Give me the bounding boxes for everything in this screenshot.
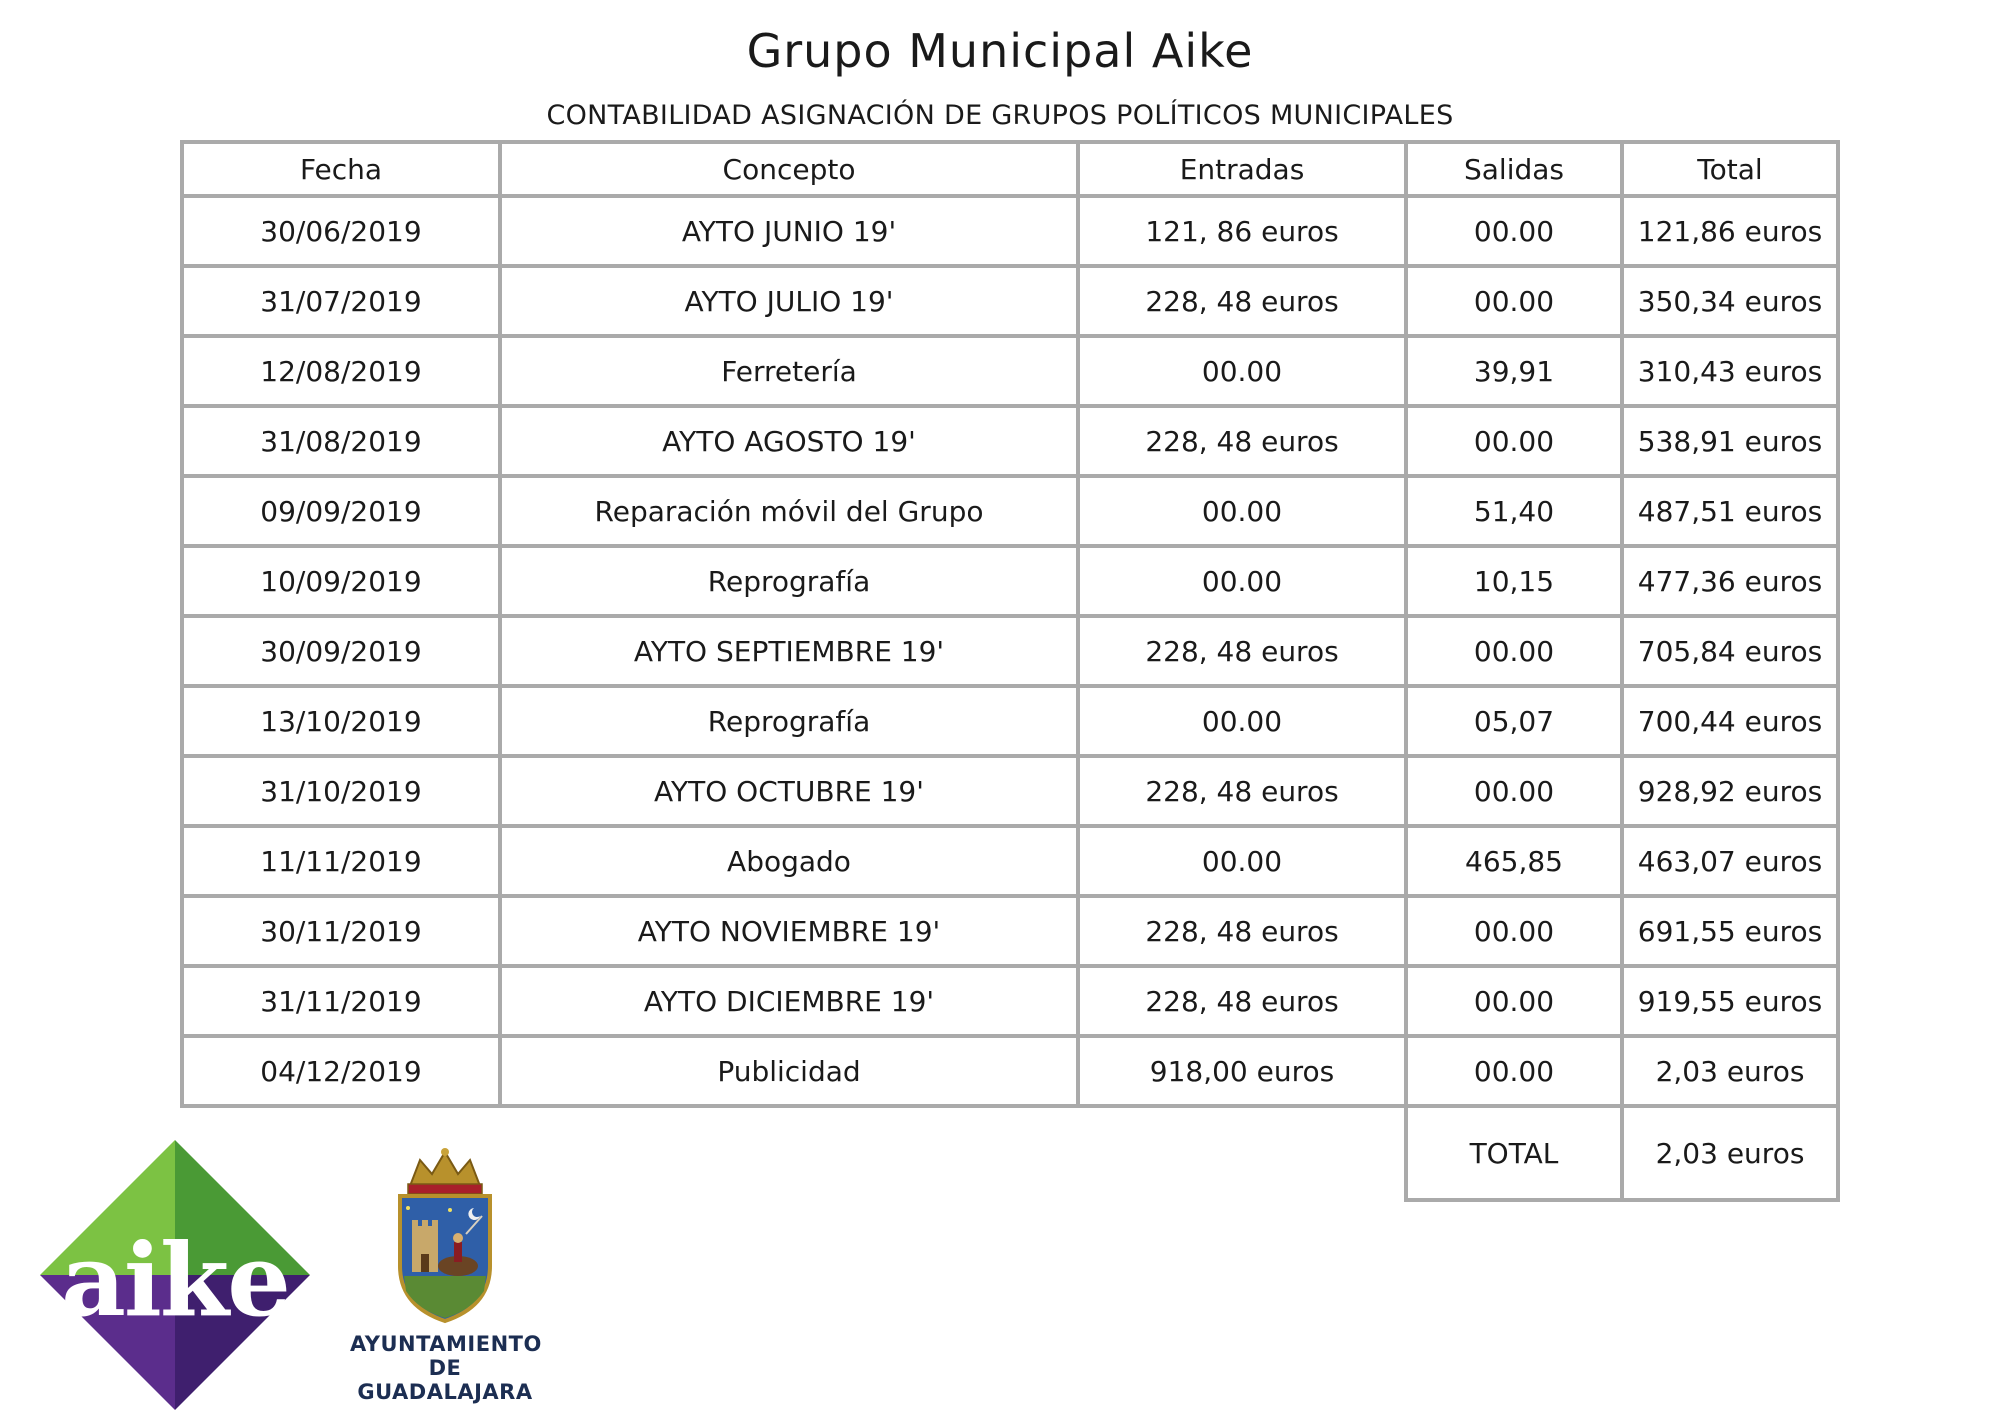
total-value: 2,03 euros	[1622, 1106, 1838, 1200]
table-row	[182, 406, 1838, 476]
cell-concepto: Reparación móvil del Grupo	[500, 476, 1078, 546]
cell-entradas: 00.00	[1078, 686, 1406, 756]
cell-total: 928,92 euros	[1622, 756, 1838, 826]
coat-of-arms-icon	[390, 1146, 500, 1326]
cell-entradas: 00.00	[1078, 826, 1406, 896]
cell-salidas: 00.00	[1406, 406, 1622, 476]
cell-total: 477,36 euros	[1622, 546, 1838, 616]
table-row	[182, 1036, 1838, 1106]
table-header-row	[182, 142, 1838, 196]
column-header-total: Total	[1622, 142, 1838, 196]
cell-fecha: 11/11/2019	[182, 826, 500, 896]
aike-logo	[40, 1140, 310, 1410]
ayuntamiento-line1: AYUNTAMIENTO	[350, 1332, 542, 1356]
cell-entradas: 228, 48 euros	[1078, 966, 1406, 1036]
cell-entradas: 918,00 euros	[1078, 1036, 1406, 1106]
cell-concepto: AYTO JULIO 19'	[500, 266, 1078, 336]
cell-fecha: 30/09/2019	[182, 616, 500, 686]
cell-concepto: AYTO JUNIO 19'	[500, 196, 1078, 266]
table-row	[182, 196, 1838, 266]
cell-concepto: Reprografía	[500, 686, 1078, 756]
cell-total: 121,86 euros	[1622, 196, 1838, 266]
cell-concepto: AYTO NOVIEMBRE 19'	[500, 896, 1078, 966]
page-subtitle: CONTABILIDAD ASIGNACIÓN DE GRUPOS POLÍTICOS MUNICIPALES	[546, 100, 1454, 131]
total-label: TOTAL	[1406, 1106, 1622, 1200]
ayuntamiento-line2: DE GUADALAJARA	[357, 1356, 533, 1404]
cell-total: 705,84 euros	[1622, 616, 1838, 686]
cell-total: 487,51 euros	[1622, 476, 1838, 546]
cell-entradas: 00.00	[1078, 476, 1406, 546]
cell-salidas: 00.00	[1406, 1036, 1622, 1106]
table-row	[182, 896, 1838, 966]
cell-fecha: 04/12/2019	[182, 1036, 500, 1106]
cell-total: 691,55 euros	[1622, 896, 1838, 966]
cell-salidas: 51,40	[1406, 476, 1622, 546]
table-row	[182, 616, 1838, 686]
page-title: Grupo Municipal Aike	[746, 24, 1254, 78]
cell-fecha: 09/09/2019	[182, 476, 500, 546]
cell-total: 463,07 euros	[1622, 826, 1838, 896]
cell-entradas: 228, 48 euros	[1078, 616, 1406, 686]
cell-entradas: 228, 48 euros	[1078, 406, 1406, 476]
cell-salidas: 00.00	[1406, 196, 1622, 266]
column-header-salidas: Salidas	[1406, 142, 1622, 196]
column-header-fecha: Fecha	[182, 142, 500, 196]
cell-salidas: 39,91	[1406, 336, 1622, 406]
cell-entradas: 228, 48 euros	[1078, 756, 1406, 826]
cell-fecha: 31/10/2019	[182, 756, 500, 826]
cell-salidas: 00.00	[1406, 966, 1622, 1036]
cell-concepto: Reprografía	[500, 546, 1078, 616]
table-row	[182, 686, 1838, 756]
cell-fecha: 31/08/2019	[182, 406, 500, 476]
table-row	[182, 756, 1838, 826]
cell-entradas: 121, 86 euros	[1078, 196, 1406, 266]
cell-total: 919,55 euros	[1622, 966, 1838, 1036]
table-row	[182, 966, 1838, 1036]
cell-entradas: 00.00	[1078, 336, 1406, 406]
table-row	[182, 826, 1838, 896]
cell-fecha: 30/06/2019	[182, 196, 500, 266]
cell-salidas: 00.00	[1406, 756, 1622, 826]
cell-concepto: AYTO SEPTIEMBRE 19'	[500, 616, 1078, 686]
cell-salidas: 10,15	[1406, 546, 1622, 616]
cell-fecha: 10/09/2019	[182, 546, 500, 616]
cell-entradas: 228, 48 euros	[1078, 266, 1406, 336]
table-row	[182, 266, 1838, 336]
ayuntamiento-logo	[350, 1146, 540, 1404]
cell-fecha: 12/08/2019	[182, 336, 500, 406]
cell-fecha: 30/11/2019	[182, 896, 500, 966]
cell-total: 538,91 euros	[1622, 406, 1838, 476]
table-row	[182, 546, 1838, 616]
cell-total: 2,03 euros	[1622, 1036, 1838, 1106]
cell-concepto: AYTO OCTUBRE 19'	[500, 756, 1078, 826]
cell-entradas: 228, 48 euros	[1078, 896, 1406, 966]
cell-salidas: 05,07	[1406, 686, 1622, 756]
accounting-table	[180, 140, 1840, 1202]
cell-concepto: AYTO AGOSTO 19'	[500, 406, 1078, 476]
cell-concepto: Abogado	[500, 826, 1078, 896]
cell-salidas: 465,85	[1406, 826, 1622, 896]
cell-concepto: Ferretería	[500, 336, 1078, 406]
cell-concepto: Publicidad	[500, 1036, 1078, 1106]
cell-total: 700,44 euros	[1622, 686, 1838, 756]
cell-fecha: 31/11/2019	[182, 966, 500, 1036]
cell-entradas: 00.00	[1078, 546, 1406, 616]
table-row	[182, 336, 1838, 406]
cell-concepto: AYTO DICIEMBRE 19'	[500, 966, 1078, 1036]
cell-salidas: 00.00	[1406, 896, 1622, 966]
cell-fecha: 13/10/2019	[182, 686, 500, 756]
cell-total: 310,43 euros	[1622, 336, 1838, 406]
cell-salidas: 00.00	[1406, 266, 1622, 336]
table-row	[182, 476, 1838, 546]
column-header-entradas: Entradas	[1078, 142, 1406, 196]
cell-total: 350,34 euros	[1622, 266, 1838, 336]
cell-fecha: 31/07/2019	[182, 266, 500, 336]
cell-salidas: 00.00	[1406, 616, 1622, 686]
column-header-concepto: Concepto	[500, 142, 1078, 196]
aike-logo-text: aike	[61, 1221, 289, 1339]
